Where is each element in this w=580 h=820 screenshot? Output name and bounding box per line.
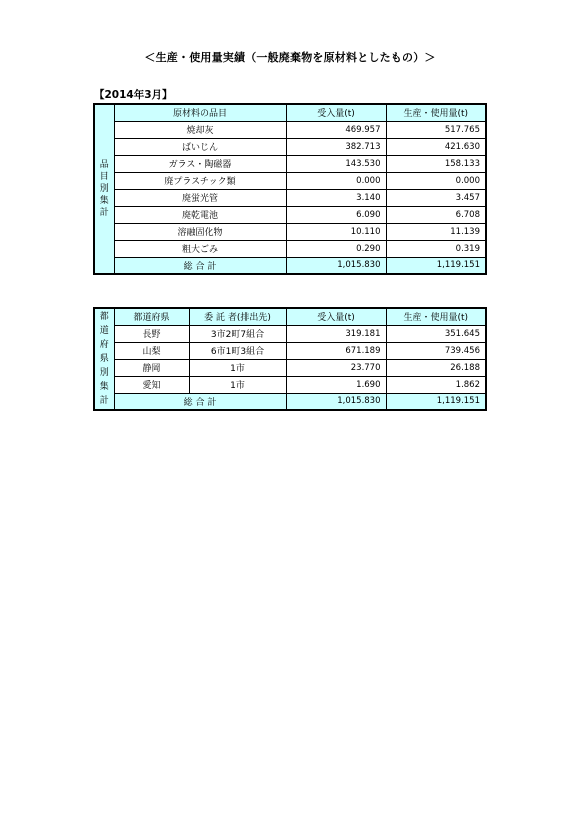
table-row: 焼却灰 469.957 517.765 <box>94 121 486 138</box>
pref-side-label: 都 道 府 県 別 集 計 <box>94 308 114 410</box>
total-produced: 1,119.151 <box>386 257 486 274</box>
header-received: 受入量(t) <box>286 308 386 325</box>
item-side-label: 品 目 別 集 計 <box>94 104 114 274</box>
prefecture-summary-table <box>93 307 487 411</box>
item-summary-table <box>93 103 487 275</box>
table-row: ばいじん 382.713 421.630 <box>94 138 486 155</box>
total-row <box>94 257 486 274</box>
total-label: 総 合 計 <box>114 257 286 274</box>
header-prefecture: 都道府県 <box>114 308 189 325</box>
table-row: 廃乾電池 6.090 6.708 <box>94 206 486 223</box>
table-row: 長野 3市2町7組合 319.181 351.645 <box>94 325 486 342</box>
total-received: 1,015.830 <box>286 257 386 274</box>
header-received: 受入量(t) <box>286 104 386 121</box>
period-label: 【2014年3月】 <box>94 89 173 101</box>
table-row: 山梨 6市1町3組合 671.189 739.456 <box>94 342 486 359</box>
table-row: 廃蛍光管 3.140 3.457 <box>94 189 486 206</box>
total-label: 総 合 計 <box>114 393 286 410</box>
total-received: 1,015.830 <box>286 393 386 410</box>
table-row: 粗大ごみ 0.290 0.319 <box>94 240 486 257</box>
table-row: 溶融固化物 10.110 11.139 <box>94 223 486 240</box>
total-produced: 1,119.151 <box>386 393 486 410</box>
header-produced: 生産・使用量(t) <box>386 104 486 121</box>
table-row: 廃プラスチック類 0.000 0.000 <box>94 172 486 189</box>
total-row <box>94 393 486 410</box>
table-row: 愛知 1市 1.690 1.862 <box>94 376 486 393</box>
page-title: ＜生産・使用量実績（一般廃棄物を原材料としたもの）＞ <box>144 51 436 64</box>
header-consignor: 委 託 者(排出先) <box>189 308 286 325</box>
table-row: 静岡 1市 23.770 26.188 <box>94 359 486 376</box>
table-row: ガラス・陶磁器 143.530 158.133 <box>94 155 486 172</box>
header-item: 原材料の品目 <box>114 104 286 121</box>
header-produced: 生産・使用量(t) <box>386 308 486 325</box>
